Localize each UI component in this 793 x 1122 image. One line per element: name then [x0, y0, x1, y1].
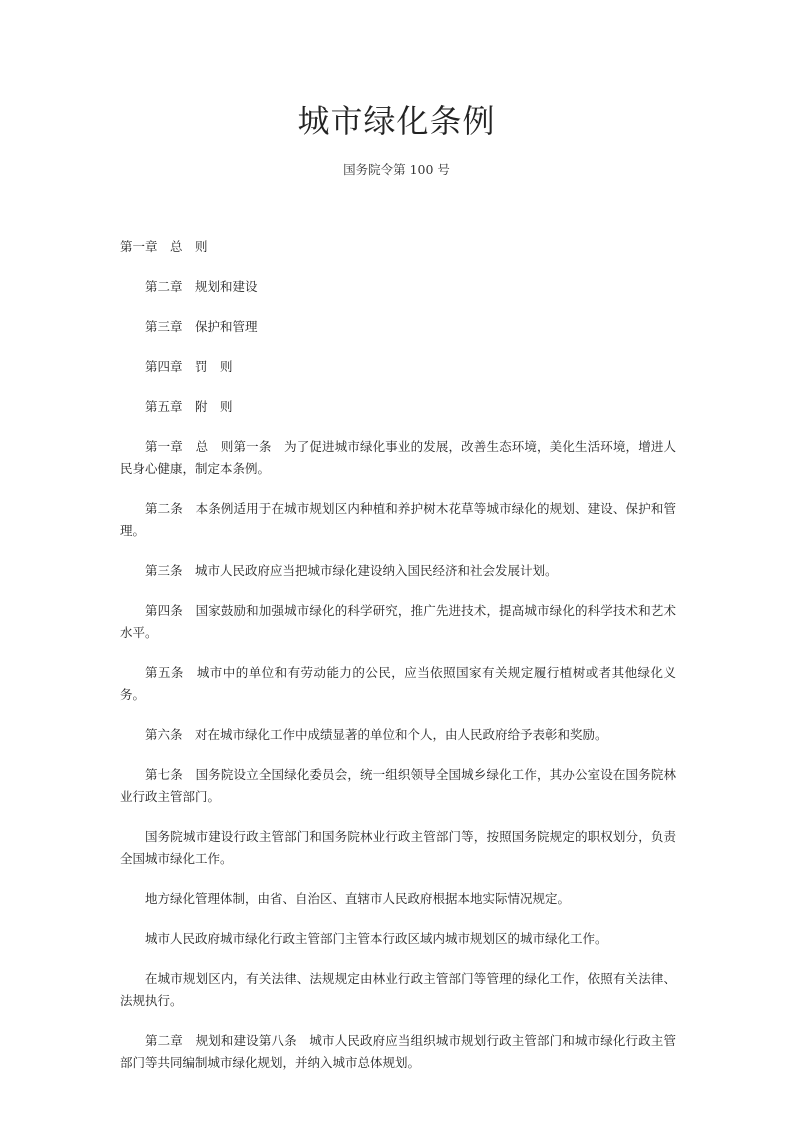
- article-7: 第七条 国务院设立全国绿化委员会，统一组织领导全国城乡绿化工作，其办公室设在国务院林业行政主管部门。: [120, 767, 676, 804]
- article-7-clause-3: 地方绿化管理体制，由省、自治区、直辖市人民政府根据本地实际情况规定。: [145, 891, 571, 906]
- article-5: 第五条 城市中的单位和有劳动能力的公民，应当依照国家有关规定履行植树或者其他绿化义务。: [120, 665, 676, 702]
- article-8: 第二章 规划和建设第八条 城市人民政府应当组织城市规划行政主管部门和城市绿化行政主管部门等共同编制城市绿化规划，并纳入城市总体规划。: [120, 1033, 676, 1070]
- article-6: 第六条 对在城市绿化工作中成绩显著的单位和个人，由人民政府给予表彰和奖励。: [145, 727, 608, 742]
- document-body: [120, 236, 676, 1092]
- toc-chapter-2: 第二章 规划和建设: [145, 279, 258, 294]
- toc-chapter-1: 第一章 总 则: [120, 239, 208, 254]
- toc-chapter-5: 第五章 附 则: [145, 399, 233, 414]
- article-7-clause-2: 国务院城市建设行政主管部门和国务院林业行政主管部门等，按照国务院规定的职权划分，负责全国城市绿化工作。: [120, 829, 676, 866]
- document-title: 城市绿化条例: [297, 102, 496, 140]
- toc-chapter-3: 第三章 保护和管理: [145, 319, 258, 334]
- article-1: 第一章 总 则第一条 为了促进城市绿化事业的发展，改善生态环境，美化生活环境，增进人民身心健康，制定本条例。: [120, 439, 676, 476]
- order-number: 国务院令第 100 号: [343, 162, 450, 177]
- article-3: 第三条 城市人民政府应当把城市绿化建设纳入国民经济和社会发展计划。: [145, 563, 558, 578]
- article-7-clause-4: 城市人民政府城市绿化行政主管部门主管本行政区域内城市规划区的城市绿化工作。: [145, 931, 608, 946]
- toc-chapter-4: 第四章 罚 则: [145, 359, 233, 374]
- article-7-clause-5: 在城市规划区内，有关法律、法规规定由林业行政主管部门等管理的绿化工作，依照有关法律、法规执行。: [120, 971, 676, 1008]
- article-2: 第二条 本条例适用于在城市规划区内种植和养护树木花草等城市绿化的规划、建设、保护和管理。: [120, 501, 676, 538]
- article-4: 第四条 国家鼓励和加强城市绿化的科学研究，推广先进技术，提高城市绿化的科学技术和艺术水平。: [120, 603, 676, 640]
